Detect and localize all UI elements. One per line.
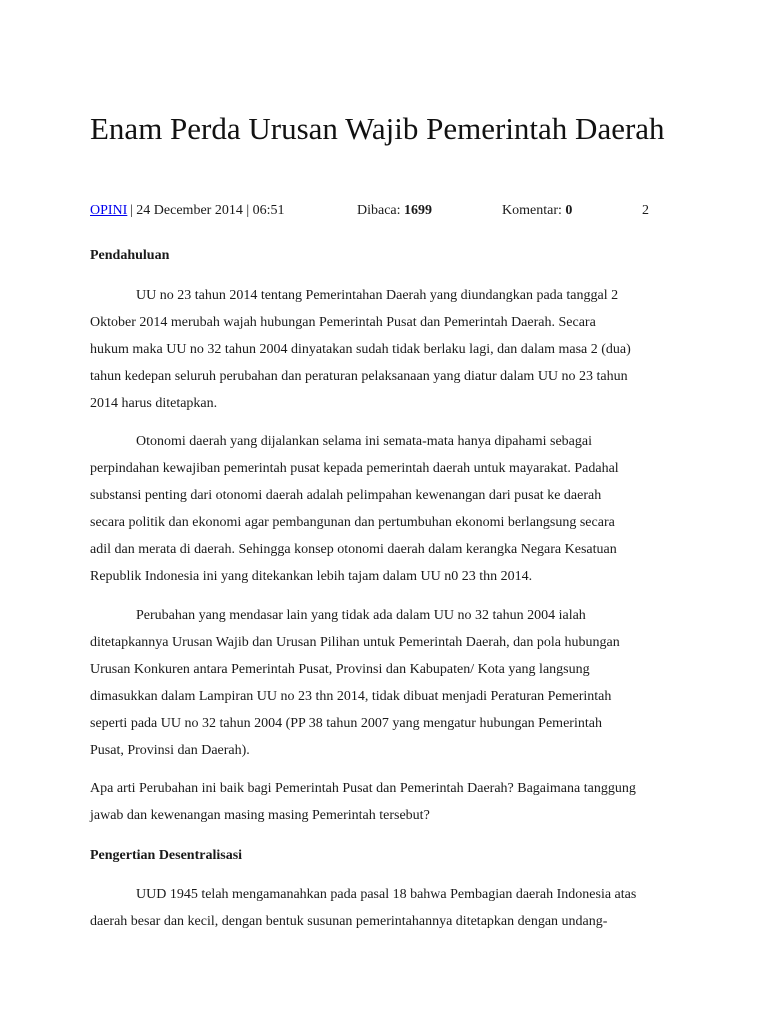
read-count <box>357 201 432 221</box>
paragraph-line: Urusan Konkuren antara Pemerintah Pusat, Provinsi dan Kabupaten/ Kota yang langsung <box>90 662 590 677</box>
paragraph-line: Apa arti Perubahan ini baik bagi Pemerintah Pusat dan Pemerintah Daerah? Bagaimana tanggung <box>90 781 636 796</box>
paragraph-line: Oktober 2014 merubah wajah hubungan Pemerintah Pusat dan Pemerintah Daerah. Secara <box>90 315 596 330</box>
article-meta <box>0 201 768 221</box>
paragraph-line: daerah besar dan kecil, dengan bentuk susunan pemerintahannya ditetapkan dengan undang- <box>90 914 608 929</box>
section-heading: Pengertian Desentralisasi <box>90 848 243 863</box>
section-heading: Pendahuluan <box>90 248 170 263</box>
paragraph-line: tahun kedepan seluruh perubahan dan peraturan pelaksanaan yang diatur dalam UU no 23 tahun <box>90 369 628 384</box>
paragraph-line: 2014 harus ditetapkan. <box>90 396 218 411</box>
paragraph <box>90 282 690 417</box>
article-title: Enam Perda Urusan Wajib Pemerintah Daerah <box>90 111 665 146</box>
paragraph-line: perpindahan kewajiban pemerintah pusat kepada pemerintah daerah untuk mayarakat. Padahal <box>90 461 619 476</box>
paragraph-line: UUD 1945 telah mengamanahkan pada pasal 18 bahwa Pembagian daerah Indonesia atas <box>136 887 637 902</box>
paragraph <box>90 428 690 590</box>
read-count-label: Dibaca: <box>357 203 405 218</box>
comment-count[interactable] <box>502 201 572 221</box>
paragraph-line: seperti pada UU no 32 tahun 2004 (PP 38 tahun 2007 yang mengatur hubungan Pemerintah <box>90 716 602 731</box>
paragraph-line: Pusat, Provinsi dan Daerah). <box>90 743 250 758</box>
paragraph-line: hukum maka UU no 32 tahun 2004 dinyatakan sudah tidak berlaku lagi, dan dalam masa 2 (dua) <box>90 342 631 357</box>
paragraph-line: ditetapkannya Urusan Wajib dan Urusan Pilihan untuk Pemerintah Daerah, dan pola hubungan <box>90 635 620 650</box>
paragraph-line: jawab dan kewenangan masing masing Pemerintah tersebut? <box>90 808 430 823</box>
publish-datetime: | 24 December 2014 | 06:51 <box>130 203 285 218</box>
paragraph-line: UU no 23 tahun 2014 tentang Pemerintahan Daerah yang diundangkan pada tanggal 2 <box>136 288 619 303</box>
paragraph-line: Republik Indonesia ini yang ditekankan lebih tajam dalam UU n0 23 thn 2014. <box>90 569 533 584</box>
comment-count-label: Komentar: <box>502 203 566 218</box>
category-link[interactable]: OPINI <box>90 203 128 218</box>
paragraph <box>90 602 690 764</box>
comment-count-value: 0 <box>565 203 573 218</box>
paragraph-line: substansi penting dari otonomi daerah adalah pelimpahan kewenangan dari pusat ke daerah <box>90 488 602 503</box>
paragraph-line: Otonomi daerah yang dijalankan selama ini semata-mata hanya dipahami sebagai <box>136 434 592 449</box>
paragraph-line: adil dan merata di daerah. Sehingga konsep otonomi daerah dalam kerangka Negara Kesatuan <box>90 542 617 557</box>
read-count-value: 1699 <box>404 203 433 218</box>
paragraph-line: secara politik dan ekonomi agar pembangunan dan pertumbuhan ekonomi berlangsung secara <box>90 515 615 530</box>
extra-count: 2 <box>642 203 649 218</box>
paragraph <box>90 881 690 935</box>
paragraph-line: dimasukkan dalam Lampiran UU no 23 thn 2014, tidak dibuat menjadi Peraturan Pemerintah <box>90 689 612 704</box>
paragraph-line: Perubahan yang mendasar lain yang tidak ada dalam UU no 32 tahun 2004 ialah <box>136 608 586 623</box>
paragraph <box>90 775 690 829</box>
